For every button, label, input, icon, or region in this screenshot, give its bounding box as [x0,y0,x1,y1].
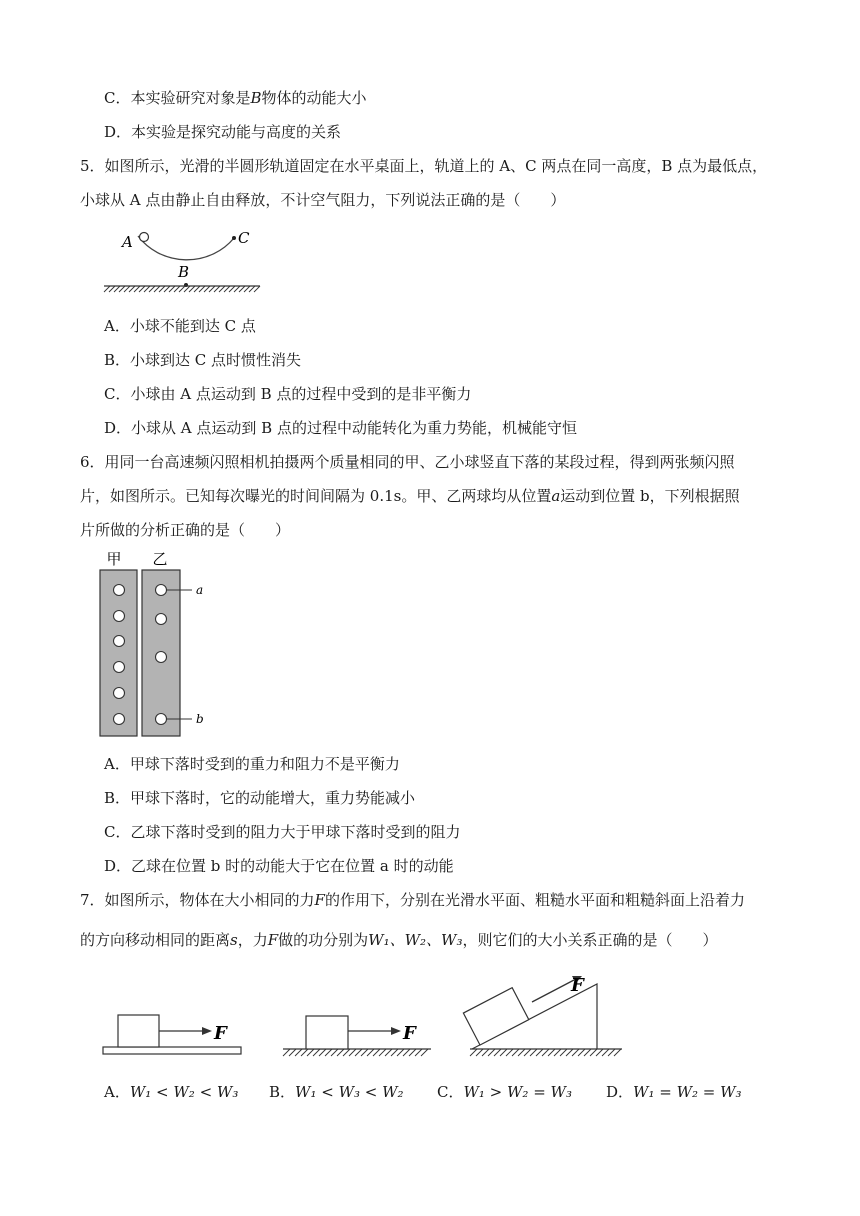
q7-stem2-text-d: ，则它们的大小关系正确的是（ ） [462,931,718,949]
ball-jia-6 [114,714,125,725]
q7-option-b-letter: B． [269,1083,296,1101]
hatch-mark [114,286,120,292]
hatch-mark [602,1049,609,1056]
hatch-mark [590,1049,597,1056]
q7-option-b [269,1082,404,1102]
hatch-mark [254,286,260,292]
q4-option-c [104,88,367,108]
hatch-mark [199,286,205,292]
hatch-mark [554,1049,561,1056]
label-position-a: a [196,583,204,597]
hatch-mark [337,1049,344,1056]
hatch-mark [159,286,165,292]
hatch-mark [224,286,230,292]
ball-yi-4 [156,714,167,725]
hatch-mark [214,286,220,292]
hatch-mark [349,1049,356,1056]
hatch-mark [209,286,215,292]
label-b: B [178,263,190,281]
hatch-mark [415,1049,422,1056]
incline-ground-hatch [470,1049,621,1056]
q5-stem-line2: 小球从 A 点由静止自由释放，不计空气阻力，下列说法正确的是（ ） [80,191,566,209]
hatch-mark [295,1049,302,1056]
hatch-mark [385,1049,392,1056]
q7-option-b-expr: W₁ < W₃ < W₂ [295,1083,404,1101]
hatch-mark [144,286,150,292]
hatch-mark [313,1049,320,1056]
hatch-mark [104,286,110,292]
q7-stem2-var-s: s [230,931,238,949]
hatch-mark [249,286,255,292]
force-arrow-head [202,1027,212,1035]
hatch-mark [397,1049,404,1056]
hatch-mark [134,286,140,292]
hatch-mark [325,1049,332,1056]
hatch-mark [149,286,155,292]
hatch-mark [244,286,250,292]
q7-stem-text1: 7．如图所示，物体在大小相同的力 [80,891,315,909]
q5-stem-line1: 5．如图所示，光滑的半圆形轨道固定在水平桌面上，轨道上的 A、C 两点在同一高度，B 点为最低点， [80,157,768,175]
hatch-mark [614,1049,621,1056]
q7-stem2-text-c: 做的功分别为 [278,931,369,949]
q7-option-c-letter: C． [437,1083,464,1101]
hatch-mark [518,1049,525,1056]
q7-figure-incline [470,968,630,1063]
q6-stem-line2-text: 片，如图所示。已知每次曝光的时间间隔为 0.1s。甲、乙两球均从位置 [80,487,552,505]
hatch-mark [119,286,125,292]
hatch-mark [470,1049,477,1056]
ball-yi-2 [156,614,167,625]
hatch-mark [154,286,160,292]
hatch-mark [331,1049,338,1056]
hatch-mark [596,1049,603,1056]
hatch-mark [307,1049,314,1056]
label-a: A [122,233,133,251]
hatch-mark [343,1049,350,1056]
hatch-mark [361,1049,368,1056]
q4-option-c-text2: 物体的动能大小 [261,89,367,107]
hatch-mark [584,1049,591,1056]
force-label: F [571,975,584,996]
q6-stem-line2-text2: 运动到位置 b，下列根据照 [560,487,740,505]
point-c-dot [232,236,236,240]
q5-option-b: B．小球到达 C 点时惯性消失 [104,351,302,369]
q7-stem-line2 [80,930,717,950]
q6-option-a: A．甲球下落时受到的重力和阻力不是平衡力 [104,755,400,773]
hatch-mark [124,286,130,292]
q7-option-d-letter: D． [606,1083,634,1101]
q6-stem-line1: 6．用同一台高速频闪照相机拍摄两个质量相同的甲、乙小球竖直下落的某段过程，得到两张频闪照 [80,453,735,471]
force-label: F [403,1023,416,1044]
hatch-mark [239,286,245,292]
ball-jia-3 [114,636,125,647]
hatch-mark [204,286,210,292]
hatch-mark [542,1049,549,1056]
ball-yi-1 [156,585,167,596]
hatch-mark [403,1049,410,1056]
ball-jia-1 [114,585,125,596]
q7-figure-rough [283,1012,433,1062]
hatch-mark [572,1049,579,1056]
hatch-mark [560,1049,567,1056]
hatch-mark [482,1049,489,1056]
hatch-mark [367,1049,374,1056]
q5-track-figure [104,226,264,298]
hatch-mark [578,1049,585,1056]
hatch-mark [283,1049,290,1056]
force-label: F [214,1023,227,1044]
q7-option-c-expr: W₁ > W₂ = W₃ [463,1083,572,1101]
q6-option-d: D．乙球在位置 b 时的动能大于它在位置 a 时的动能 [104,857,454,875]
hatch-mark [301,1049,308,1056]
hatch-mark [488,1049,495,1056]
ground-hatch [104,286,260,292]
q7-stem2-text-a: 的方向移动相同的距离 [80,931,231,949]
block [306,1016,348,1049]
q6-option-b: B．甲球下落时，它的动能增大，重力势能减小 [104,789,416,807]
force-arrow-head [391,1027,401,1035]
q7-option-a-letter: A． [104,1083,130,1101]
q7-figure-smooth [102,1012,247,1057]
q7-stem2-var-f: F [267,931,279,949]
q7-stem-line1 [80,890,745,910]
q4-option-c-text: C．本实验研究对象是 [104,89,251,107]
q7-option-d-expr: W₁ = W₂ = W₃ [633,1083,742,1101]
hatch-mark [379,1049,386,1056]
q7-option-a-expr: W₁ < W₂ < W₃ [129,1083,239,1101]
smooth-surface [103,1047,241,1054]
hatch-mark [139,286,145,292]
hatch-mark [512,1049,519,1056]
q5-option-c: C．小球由 A 点运动到 B 点的过程中受到的是非平衡力 [104,385,472,403]
hatch-mark [355,1049,362,1056]
block [463,988,528,1045]
q5-option-d: D．小球从 A 点运动到 B 点的过程中动能转化为重力势能，机械能守恒 [104,419,577,437]
q4-option-d: D．本实验是探究动能与高度的关系 [104,123,342,141]
label-yi: 乙 [152,550,168,568]
label-jia: 甲 [106,550,122,568]
ball-jia-5 [114,688,125,699]
hatch-mark [189,286,195,292]
q6-strobe-figure [100,548,230,738]
hatch-mark [548,1049,555,1056]
q7-option-d [606,1082,742,1102]
hatch-mark [289,1049,296,1056]
q4-option-c-var: B [250,89,262,107]
q7-stem-var-f: F [314,891,325,909]
hatch-mark [506,1049,513,1056]
q5-option-a: A．小球不能到达 C 点 [104,317,256,335]
ball-yi-3 [156,652,167,663]
q6-option-c: C．乙球下落时受到的阻力大于甲球下落时受到的阻力 [104,823,461,841]
hatch-mark [179,286,185,292]
q6-stem-line3: 片所做的分析正确的是（ ） [80,521,291,539]
hatch-mark [536,1049,543,1056]
ball-jia-4 [114,662,125,673]
hatch-mark [184,286,190,292]
hatch-mark [500,1049,507,1056]
hatch-mark [319,1049,326,1056]
q7-stem2-text-b: ，力 [237,931,268,949]
semicircle-track [138,236,234,260]
hatch-mark [524,1049,531,1056]
hatch-mark [373,1049,380,1056]
hatch-mark [229,286,235,292]
hatch-mark [174,286,180,292]
block [118,1015,159,1047]
q6-stem-line2-var: a [551,487,561,505]
hatch-mark [194,286,200,292]
hatch-mark [234,286,240,292]
hatch-mark [476,1049,483,1056]
hatch-mark [391,1049,398,1056]
ball-jia-2 [114,611,125,622]
ball [140,233,149,242]
rough-surface-hatch [283,1049,428,1056]
q7-option-c [437,1082,572,1102]
label-position-b: b [196,712,204,726]
hatch-mark [608,1049,615,1056]
hatch-mark [219,286,225,292]
q7-stem2-vars-w: W₁、W₂、W₃ [368,931,463,949]
hatch-mark [566,1049,573,1056]
hatch-mark [421,1049,428,1056]
q7-stem-text2: 的作用下，分别在光滑水平面、粗糙水平面和粗糙斜面上沿着力 [324,891,745,909]
hatch-mark [164,286,170,292]
incline-block [463,988,528,1045]
hatch-mark [530,1049,537,1056]
hatch-mark [494,1049,501,1056]
hatch-mark [129,286,135,292]
q6-stem-line2 [80,486,740,506]
q7-option-a [104,1082,238,1102]
label-c: C [238,229,250,247]
hatch-mark [109,286,115,292]
hatch-mark [169,286,175,292]
hatch-mark [409,1049,416,1056]
